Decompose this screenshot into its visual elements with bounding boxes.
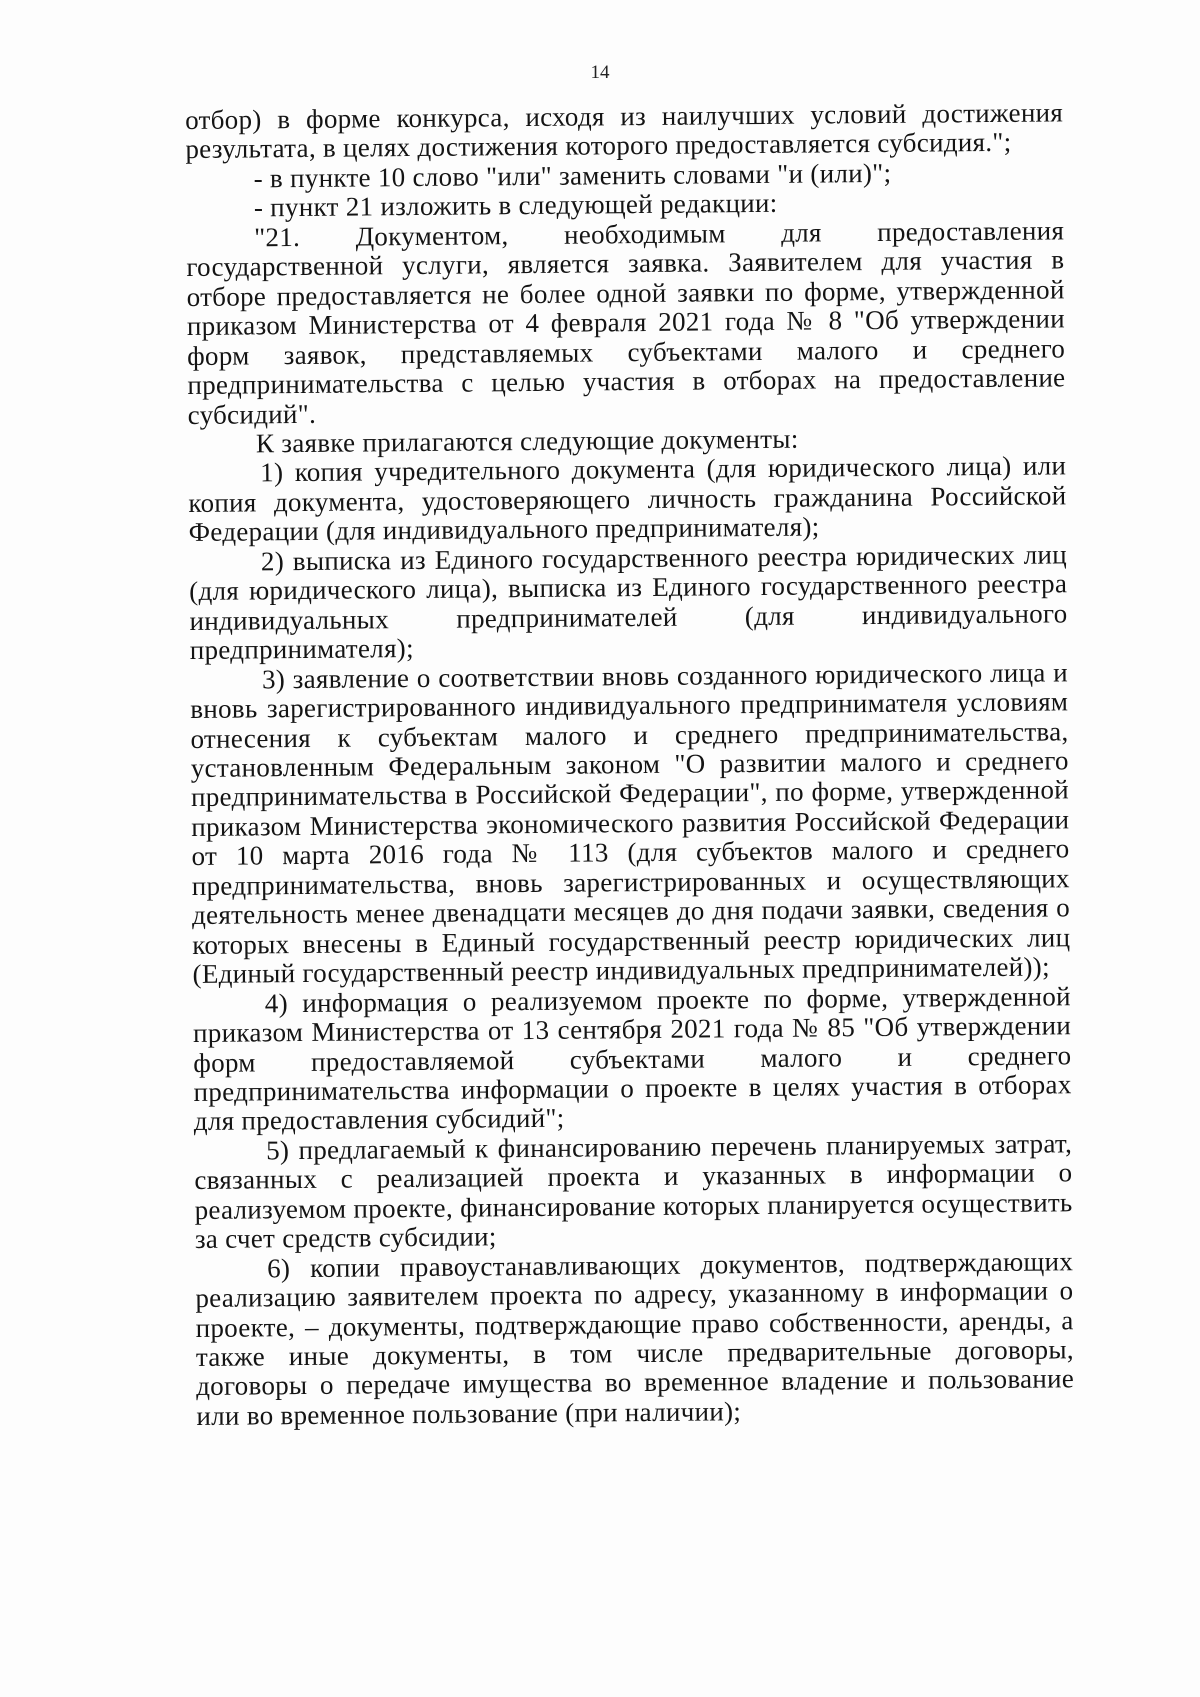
list-item-3: 3) заявление о соответствии вновь созданного юридического лица и вновь зарегистрированного индивидуального предпринимателя условиям отнесения к субъектам малого и среднего предпринимательства, установленным Федеральным законом "О развитии малого и среднего предпринимательства в Российской Федерации", по форме, утвержденной приказом Министерства экономического развития Российской Федерации от 10 марта 2016 года № 113 (для субъектов малого и среднего предпринимательства, вновь зарегистрированных и осуществляющих деятельность менее двенадцати месяцев до дня подачи заявки, сведения о которых внесены в Единый государственный реестр юридических лиц (Единый государственный реестр индивидуальных предпринимателей)); [190, 656, 1071, 990]
list-item-6: 6) копии правоустанавливающих документов, подтверждающих реализацию заявителем проекта по адресу, указанному в информации о проекте, – документы, подтверждающие право собственности, аренды, а также иные документы, в том числе предварительные договоры, договоры о передаче имущества во временное владение и пользование или во временное пользование (при наличии); [195, 1245, 1075, 1431]
paragraph-continuation: отбор) в форме конкурса, исходя из наилучших условий достижения результата, в целях достижения которого предоставляется субсидия."; [184, 97, 1064, 165]
paragraph-item-21-text: "21. Документом, необходимым для предоставления государственной услуги, является заявка. Заявителем для участия в отборе предоставляется не более одной заявки по форме, утвержденной приказом Министерства от 4 февраля 2021 года № 8 "Об утверждении форм заявок, представляемых субъектами малого и среднего предпринимательства с целью участия в отборах на предоставление субсидий". [186, 215, 1066, 430]
paragraph-attachments-intro: К заявке прилагаются следующие документы: [255, 423, 799, 459]
list-item-2: 2) выписка из Единого государственного реестра юридических лиц (для юридического лица), выписка из Единого государственного реестра индивидуальных предпринимателей (для индивидуального предпринимателя); [189, 539, 1068, 666]
paragraph-item-21-amendment: - пункт 21 изложить в следующей редакции: [253, 188, 778, 223]
list-item-4: 4) информация о реализуемом проекте по форме, утвержденной приказом Министерства от 13 сентября 2021 года № 85 "Об утверждении форм предоставляемой субъектами малого и среднего предпринимательства информации о проекте в целях участия в отборах для предоставления субсидий"; [192, 980, 1072, 1137]
document-body [185, 98, 1075, 1431]
list-item-5: 5) предлагаемый к финансированию перечень планируемых затрат, связанных с реализацией проекта и указанных в информации о реализуемом проекте, финансирование которых планируется осуществить за счет средств субсидии; [194, 1128, 1073, 1255]
paragraph-item-10-amendment: - в пункте 10 слово "или" заменить словами "и (или)"; [253, 157, 892, 194]
list-item-1: 1) копия учредительного документа (для юридического лица) или копия документа, удостоверяющего личность гражданина Российской Федерации (для индивидуального предпринимателя); [188, 450, 1067, 548]
page-number: 14 [590, 62, 610, 83]
